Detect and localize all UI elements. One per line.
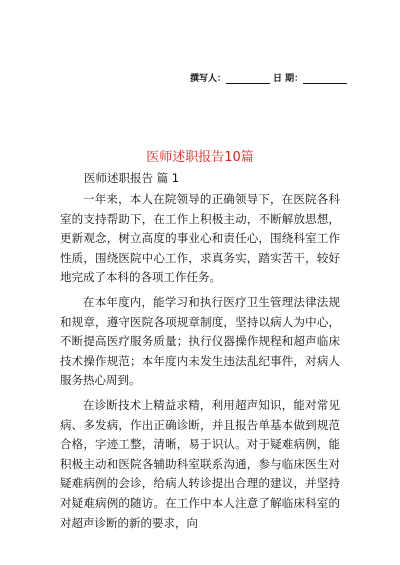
body-paragraph: 在诊断技术上精益求精，利用超声知识，能对常见病、多发病，作出正确诊断，并且报告单基本做到规范合格，字迹工整，清晰，易于识认。对于疑难病例，能积极主动和医院各辅助科室联系沟通，参与临床医生对疑难病例的会诊，给病人转诊提出合理的建议，并坚持对疑难病例的随访。在工作中本人注意了解临床科室的对超声诊断的新的要求，向	[60, 397, 340, 530]
document-body	[60, 190, 340, 538]
body-paragraph: 一年来，本人在院领导的正确领导下，在医院各科室的支持帮助下，在工作上积极主动，不断解放思想，更新观念，树立高度的事业心和责任心，围绕科室工作性质，围绕医院中心工作，求真务实，踏实苦干，较好地完成了本科的各项工作任务。	[60, 192, 340, 285]
form-header	[190, 71, 350, 84]
document-title: 医师述职报告10篇	[146, 150, 254, 165]
body-paragraph: 在本年度内，能学习和执行医疗卫生管理法律法规和规章，遵守医院各项规章制度，坚持以病人为中心，不断提高医疗服务质量；执行仪器操作规程和超声临床技术操作规范；本年度内未发生违法乱纪事件，对病人服务热心周到。	[60, 294, 340, 388]
date-label: 日 期：	[273, 74, 304, 84]
author-label: 撰写人：	[190, 74, 227, 84]
document-subtitle: 医师述职报告 篇 1	[84, 171, 180, 185]
date-blank-line	[303, 74, 347, 84]
author-blank-line	[226, 74, 270, 84]
